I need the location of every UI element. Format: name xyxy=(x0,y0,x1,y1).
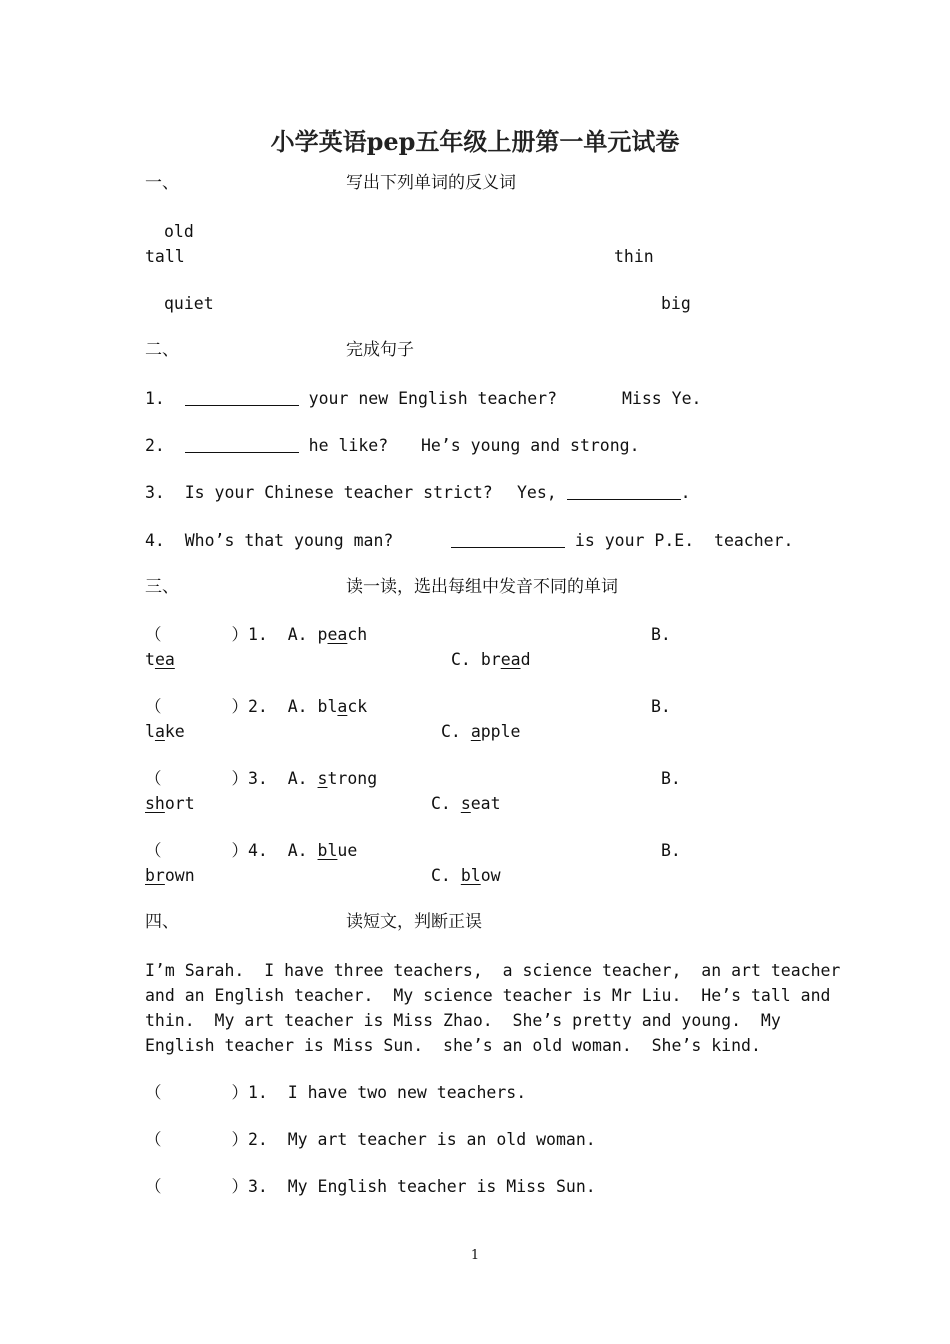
section4-heading: 读短文，判断正误 xyxy=(346,912,482,932)
judgement-item-1 xyxy=(145,1080,526,1105)
option-c: C. apple xyxy=(441,722,521,741)
option-a: blue xyxy=(317,841,358,860)
item-number: ）2. A. xyxy=(231,697,308,716)
answer-blank[interactable] xyxy=(451,531,565,548)
sentence-number: 1. xyxy=(145,389,165,408)
item-number: ）3. A. xyxy=(231,769,308,788)
sentence-1 xyxy=(145,386,557,411)
sentence-2 xyxy=(145,433,388,458)
passage-line: I’m Sarah. I have three teachers, a science teacher, an art teacher xyxy=(145,961,841,980)
word-quiet: quiet xyxy=(164,294,214,313)
sentence-text: your new English teacher? xyxy=(298,389,558,408)
sentence-4-answer xyxy=(451,528,793,553)
section1-number: 一、 xyxy=(145,173,179,193)
section2-number: 二、 xyxy=(145,340,179,360)
option-b-label: B. xyxy=(651,697,671,716)
section3-number: 三、 xyxy=(145,577,179,597)
answer-blank[interactable] xyxy=(185,436,299,453)
paren-open: （ xyxy=(145,769,162,788)
phonics-item-2 xyxy=(145,694,367,719)
answer-blank[interactable] xyxy=(567,483,681,500)
word-thin: thin xyxy=(614,247,654,266)
sentence-2-answer: He’s young and strong. xyxy=(421,436,640,455)
item-number: ）1. A. xyxy=(231,625,308,644)
sentence-4: 4. Who’s that young man? xyxy=(145,531,394,550)
option-b-label: B. xyxy=(661,841,681,860)
section1-heading: 写出下列单词的反义词 xyxy=(346,173,516,193)
word-old: old xyxy=(164,222,194,241)
option-a: strong xyxy=(317,769,378,788)
paren-open: （ xyxy=(145,697,162,716)
answer-text: is your P.E. teacher. xyxy=(565,531,794,550)
section2-heading: 完成句子 xyxy=(346,340,414,360)
paren-open: （ xyxy=(145,1130,162,1149)
passage-line: and an English teacher. My science teacher is Mr Liu. He’s tall and xyxy=(145,986,831,1005)
statement: My English teacher is Miss Sun. xyxy=(287,1177,596,1196)
phonics-item-1 xyxy=(145,622,367,647)
item-number: ）3. xyxy=(231,1177,268,1196)
sentence-number: 2. xyxy=(145,436,165,455)
section4-number: 四、 xyxy=(145,912,179,932)
option-b-label: B. xyxy=(651,625,671,644)
passage-line: thin. My art teacher is Miss Zhao. She’s pretty and young. My xyxy=(145,1011,781,1030)
option-b: short xyxy=(145,794,195,813)
item-number: ）1. xyxy=(231,1083,268,1102)
item-number: ）2. xyxy=(231,1130,268,1149)
option-b: tea xyxy=(145,650,175,669)
page-title: 小学英语pep五年级上册第一单元试卷 xyxy=(270,127,680,156)
statement: My art teacher is an old woman. xyxy=(287,1130,596,1149)
paren-open: （ xyxy=(145,1177,162,1196)
option-c: C. seat xyxy=(431,794,501,813)
word-tall: tall xyxy=(145,247,185,266)
sentence-3-answer xyxy=(517,480,691,505)
option-b: brown xyxy=(145,866,195,885)
option-b: lake xyxy=(145,722,185,741)
paren-open: （ xyxy=(145,625,162,644)
answer-blank[interactable] xyxy=(185,389,299,406)
answer-prefix: Yes, xyxy=(517,483,567,502)
answer-end: . xyxy=(680,483,691,502)
item-number: ）4. A. xyxy=(231,841,308,860)
paren-open: （ xyxy=(145,841,162,860)
paren-open: （ xyxy=(145,1083,162,1102)
sentence-1-answer: Miss Ye. xyxy=(622,389,702,408)
phonics-item-4 xyxy=(145,838,357,863)
judgement-item-3 xyxy=(145,1174,596,1199)
statement: I have two new teachers. xyxy=(287,1083,527,1102)
passage-line: English teacher is Miss Sun. she’s an old woman. She’s kind. xyxy=(145,1036,761,1055)
page-number: 1 xyxy=(470,1248,480,1263)
option-a: peach xyxy=(317,625,368,644)
phonics-item-3 xyxy=(145,766,377,791)
word-big: big xyxy=(661,294,691,313)
judgement-item-2 xyxy=(145,1127,596,1152)
option-c: C. bread xyxy=(451,650,531,669)
option-c: C. blow xyxy=(431,866,501,885)
sentence-text: he like? xyxy=(298,436,389,455)
sentence-3: 3. Is your Chinese teacher strict? xyxy=(145,483,493,502)
section3-heading: 读一读，选出每组中发音不同的单词 xyxy=(346,577,618,597)
option-b-label: B. xyxy=(661,769,681,788)
option-a: black xyxy=(317,697,368,716)
